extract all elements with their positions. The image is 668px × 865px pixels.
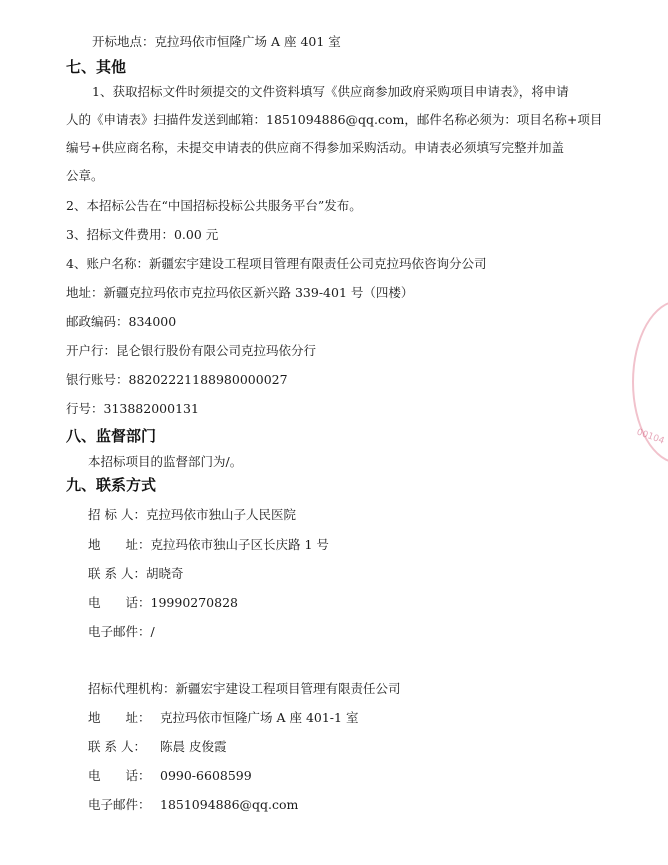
buyer-phone-value: 19990270828 [150,595,238,610]
buyer-address-label: 地 址： [88,537,151,552]
sec7-p4: 4、账户名称：新疆宏宇建设工程项目管理有限责任公司克拉玛依咨询分公司 [66,256,487,271]
agency-phone-label: 电 话： [88,768,151,783]
sec7-p2: 2、本招标公告在“中国招标投标公共服务平台”发布。 [66,198,362,213]
section-7-title: 七、其他 [66,58,127,76]
agency-address-row [88,708,358,726]
buyer-email-row [88,622,155,640]
agency-contact-value: 陈晨 皮俊霞 [160,739,227,754]
seal-number-fragment: 00104 [635,427,666,447]
sec8-text: 本招标项目的监督部门为/。 [88,454,243,469]
agency-address-value: 克拉玛依市恒隆广场 A 座 401-1 室 [160,710,359,725]
buyer-phone-label: 电 话： [88,595,151,610]
buyer-name-label: 招 标 人： [88,507,146,522]
buyer-phone-row [88,593,238,611]
buyer-email-label: 电子邮件： [88,624,151,639]
agency-email-row [88,795,298,813]
buyer-contact-value: 胡晓奇 [145,566,184,581]
buyer-name-value: 克拉玛依市独山子人民医院 [145,507,296,522]
sec7-p1-line3: 编号+供应商名称，未提交申请表的供应商不得参加采购活动。申请表必须填写完整并加盖 [66,140,564,155]
sec7-p1-line1: 1、获取招标文件时须提交的文件资料填写《供应商参加政府采购项目申请表》，将申请 [92,84,569,99]
sec7-address: 地址：新疆克拉玛依市克拉玛依区新兴路 339-401 号（四楼） [66,285,414,300]
buyer-email-value: / [150,624,155,639]
agency-address-label: 地 址： [88,710,151,725]
buyer-address-row [88,535,329,553]
section-8-title: 八、监督部门 [66,427,157,445]
sec7-p3: 3、招标文件费用：0.00 元 [66,227,219,242]
agency-phone-row [88,766,252,784]
agency-contact-row [88,737,226,755]
open-location: 开标地点：克拉玛依市恒隆广场 A 座 401 室 [92,34,341,49]
sec7-postcode: 邮政编码：834000 [66,314,177,329]
buyer-contact-row [88,564,183,582]
section-9-title: 九、联系方式 [66,476,157,494]
buyer-address-value: 克拉玛依市独山子区长庆路 1 号 [150,537,329,552]
sec7-p1-line4: 公章。 [66,168,104,183]
sec7-bank-no: 行号：313882000131 [66,401,199,416]
buyer-contact-label: 联 系 人： [88,566,146,581]
agency-email-label: 电子邮件： [88,797,151,812]
sec7-bank: 开户行：昆仑银行股份有限公司克拉玛依分行 [66,343,317,358]
sec7-account: 银行账号：88202221188980000027 [66,372,288,387]
agency-contact-label: 联 系 人： [88,739,146,754]
agency-title: 招标代理机构：新疆宏宇建设工程项目管理有限责任公司 [88,681,401,696]
sec7-p1-line2: 人的《申请表》扫描件发送到邮箱：1851094886@qq.com，邮件名称必须为：项目名称+项目 [66,112,603,127]
agency-email-value: 1851094886@qq.com [160,797,299,812]
buyer-name-row [88,505,296,523]
agency-phone-value: 0990-6608599 [160,768,252,783]
